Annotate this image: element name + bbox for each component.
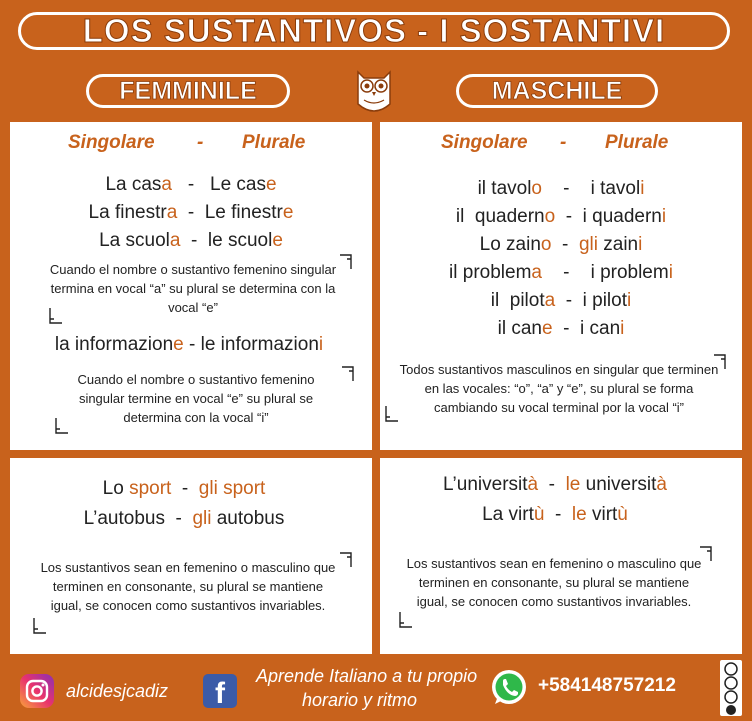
corner-mark-icon [342, 364, 356, 382]
panel-femminile [10, 122, 372, 450]
word-text: i can [580, 318, 621, 339]
rule-note: Los sustantivos sean en femenino o masculino que terminen en consonante, su plural se mantiene igual, se conocen como sustantivos invariables. [40, 560, 336, 613]
ending-highlight: a [166, 202, 178, 223]
word-text: - [183, 334, 201, 355]
word-text: il tavol [477, 178, 532, 199]
word-text: - [544, 504, 572, 525]
word-text: - [164, 508, 193, 529]
word-text: zain [603, 234, 639, 255]
word-pair [10, 230, 372, 252]
word-text: - [551, 234, 579, 255]
corner-mark-icon [384, 406, 398, 424]
word-pair [380, 318, 742, 340]
word-pair [380, 262, 742, 284]
header-singolare: Singolare [441, 132, 528, 153]
word-text: autobus [216, 508, 285, 529]
word-text: L’universit [443, 474, 528, 495]
word-text: il quadern [455, 206, 545, 227]
ending-highlight: e [265, 174, 277, 195]
ending-highlight: i [620, 318, 625, 339]
ending-highlight: o [531, 178, 542, 199]
header-singolare: Singolare [68, 132, 155, 153]
header-dash: - [197, 132, 204, 153]
word-text: il can [497, 318, 542, 339]
word-text: Le cas [210, 174, 266, 195]
corner-mark-icon [714, 352, 728, 370]
corner-mark-icon [54, 418, 68, 436]
corner-mark-icon [700, 544, 714, 562]
word-text: i quadern [582, 206, 662, 227]
owl-icon [352, 66, 396, 118]
word-pair [6, 334, 372, 356]
corner-mark-icon [48, 308, 62, 326]
word-pair [0, 508, 372, 530]
page-title: LOS SUSTANTIVOS - I SOSTANTIVI [18, 12, 730, 50]
word-text: Lo [102, 478, 130, 499]
ending-highlight: i [318, 334, 324, 355]
ending-highlight: à [656, 474, 667, 495]
word-text: - [171, 478, 199, 499]
word-text: La finestr [88, 202, 167, 223]
ending-highlight: i [627, 290, 632, 311]
corner-mark-icon [340, 550, 354, 568]
corner-mark-icon [340, 252, 354, 270]
word-pair [380, 234, 742, 256]
label-maschile: MASCHILE [456, 74, 658, 108]
header-plurale: Plurale [242, 132, 306, 153]
word-pair [380, 206, 742, 228]
facebook-icon[interactable]: f [203, 674, 237, 708]
panel-maschile [380, 122, 742, 450]
ending-highlight: e [541, 318, 553, 339]
word-text: La cas [105, 174, 162, 195]
ending-highlight: e [282, 202, 294, 223]
label-femminile: FEMMINILE [86, 74, 290, 108]
ending-highlight: ù [533, 504, 545, 525]
panel-invariables-right [380, 458, 742, 654]
word-text: - [542, 262, 591, 283]
word-text: la informazion [54, 334, 174, 355]
ending-highlight: sport [129, 478, 172, 499]
ending-highlight: e [272, 230, 283, 251]
word-text: L’autobus [83, 508, 165, 529]
word-text: Le finestr [204, 202, 283, 223]
word-pair [10, 174, 372, 196]
corner-mark-icon [398, 612, 412, 630]
ending-highlight: gli [192, 508, 217, 529]
word-pair [368, 474, 742, 496]
ending-highlight: o [544, 206, 556, 227]
word-text: La virt [482, 504, 534, 525]
word-text: Lo zain [479, 234, 541, 255]
instagram-icon[interactable] [20, 674, 54, 708]
word-text: il pilot [490, 290, 545, 311]
ending-highlight: ù [617, 504, 628, 525]
side-badge [720, 660, 742, 716]
rule-note: Cuando el nombre o sustantivo femenino singular termine en vocal “e” su plural se determina con la vocal “i” [77, 372, 315, 425]
word-text: - [180, 230, 208, 251]
word-text: le informazion [200, 334, 319, 355]
phone-number: +584148757212 [538, 675, 676, 696]
rule-note: Los sustantivos sean en femenino o masculino que terminen en consonante, su plural se mantiene igual, se conocen como sustantivos invariables. [406, 556, 702, 609]
rule-note: Cuando el nombre o sustantivo femenino singular termina en vocal “a” su plural se determina con la vocal “e” [49, 262, 337, 315]
ending-highlight: sport [223, 478, 266, 499]
word-pair [380, 178, 742, 200]
word-text: - [555, 206, 583, 227]
ending-highlight: i [661, 206, 667, 227]
ending-highlight: gli [198, 478, 224, 499]
ending-highlight: i [638, 234, 643, 255]
ending-highlight: le [565, 474, 586, 495]
ending-highlight: a [544, 290, 556, 311]
ending-highlight: i [668, 262, 673, 283]
ending-highlight: o [540, 234, 552, 255]
word-pair [380, 290, 742, 312]
word-text: universit [585, 474, 657, 495]
panel-invariables-left [10, 458, 372, 654]
instagram-handle[interactable]: alcidesjcadiz [66, 681, 169, 701]
header-dash: - [560, 132, 567, 153]
word-text: virt [591, 504, 618, 525]
corner-mark-icon [32, 618, 46, 636]
ending-highlight: e [173, 334, 184, 355]
word-text: i problem [590, 262, 669, 283]
word-text: - [172, 174, 210, 195]
word-text: - [538, 474, 566, 495]
word-text: le scuol [207, 230, 273, 251]
slogan-line-2: horario y ritmo [302, 690, 418, 710]
word-pair [0, 478, 372, 500]
word-text: - [177, 202, 205, 223]
word-text: i pilot [582, 290, 627, 311]
header-plurale: Plurale [605, 132, 669, 153]
whatsapp-icon[interactable] [489, 668, 529, 708]
word-text: - [552, 318, 580, 339]
slogan-line-1: Aprende Italiano a tu propio [256, 666, 478, 686]
word-text: i tavol [590, 178, 641, 199]
rule-note: Todos sustantivos masculinos en singular que terminen en las vocales: “o”, “a” y “e”, su plural se forma cambiando su vocal terminal por la vocal “i” [399, 362, 719, 415]
word-text: - [555, 290, 583, 311]
ending-highlight: a [531, 262, 542, 283]
ending-highlight: à [527, 474, 539, 495]
word-text: La scuol [99, 230, 170, 251]
ending-highlight: le [571, 504, 592, 525]
ending-highlight: a [169, 230, 181, 251]
word-text: - [542, 178, 591, 199]
word-text: il problem [449, 262, 532, 283]
word-pair [10, 202, 372, 224]
ending-highlight: gli [578, 234, 604, 255]
word-pair [368, 504, 742, 526]
ending-highlight: a [161, 174, 172, 195]
ending-highlight: i [640, 178, 645, 199]
